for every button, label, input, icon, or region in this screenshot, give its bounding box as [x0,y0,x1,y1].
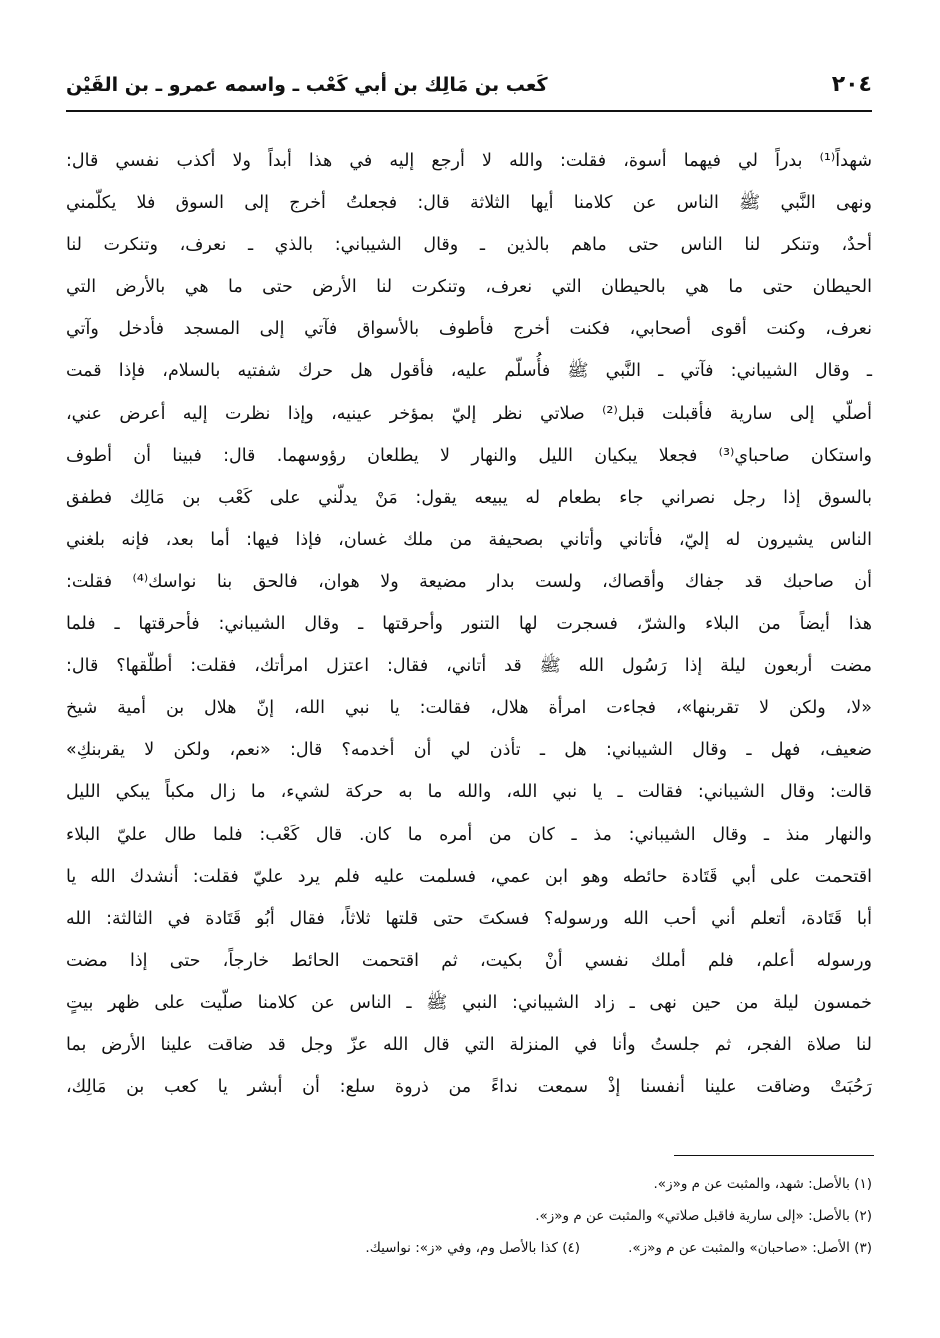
page-header [66,68,872,104]
text-line: أصلّي إلى سارية فأقبلت قبل⁽²⁾ صلاتي نظر إليّ بمؤخر عينيه، وإذا نظرت إليه أعرض عني، [66,403,872,424]
text-line: رَحُبَتْ وضاقت علينا أنفسنا إذْ سمعت نداءً من ذروة سلع: أن أبشر يا كعب بن مَالِك، [66,1077,872,1098]
text-line: واستكان صاحباي⁽³⁾ فجعلا يبكيان الليل والنهار لا يطلعان رؤوسهما. قال: فبينا أن أطوف [66,445,872,466]
text-line: الناس يشيرون له إليّ، فأتاني وأتاني بصحيفة من ملك غسان، فإذا فيها: أما بعد، فإنه بلغني [66,529,872,550]
text-line: هذا أيضاً من البلاء والشرّ، فسجرت لها التنور وأحرقتها ـ وقال الشيباني: فأحرقتها ـ فلما [66,614,872,635]
text-line: ـ وقال الشيباني: فآتي ـ النَّبي ﷺ فأُسلّم عليه، فأقول هل حرك شفتيه بالسلام، فإذا قمت [66,361,872,382]
text-line: خمسون ليلة من حين نهى ـ زاد الشيباني: النبي ﷺ ـ الناس عن كلامنا صلّيت على ظهر بيتٍ [66,992,872,1013]
text-line: والنهار منذ ـ وقال الشيباني: مذ ـ كان من أمره ما كان. قال كَعْب: فلما طال عليّ البلاء [66,824,872,845]
text-line: نعرف، وكنت أقوى أصحابي، فكنت أخرج فأطوف بالأسواق فآتي إلى المسجد فأدخل وآتي [66,319,872,340]
text-line: شهداً⁽¹⁾ بدراً لي فيهما أسوة، فقلت: والله لا أرجع إليه في هذا أبداً ولا أكذب نفسي قال: [66,151,872,171]
footnote-1: (١) بالأصل: شهد، والمثبت عن م و«ز». [653,1176,872,1192]
text-line: لنا صلاة الفجر، ثم جلستُ وأنا في المنزلة التي قال الله عزّ وجل قد ضاقت علينا الأرض بما [66,1034,872,1055]
footnote-4: (٤) كذا بالأصل وم، وفي «ز»: نواسيك. [365,1240,581,1256]
page-number: ٢٠٤ [831,72,872,97]
text-line: ونهى النَّبي ﷺ الناس عن كلامنا أيها الثلاثة قال: فجعلتُ أخرج إلى السوق فلا يكلّمني [66,193,872,214]
text-line: ضعيف، فهل ـ وقال الشيباني: هل ـ تأذن لي أن أخدمه؟ قال: «نعم، ولكن لا يقربنكِ» [66,740,872,761]
text-line: اقتحمت على أبي قَتَادة حائطه وهو ابن عمي، فسلمت عليه فلم يرد عليّ فقلت: أنشدك الله يا [66,866,872,887]
footnote-2: (٢) بالأصل: «إلى سارية فاقبل صلاتي» والمثبت عن م و«ز». [535,1208,872,1224]
text-line: أبا قَتَادة، أتعلم أني أحب الله ورسوله؟ فسكتَ حتى قلتها ثلاثاً، فقال أبُو قَتَادة في الثالثة: الله [66,908,872,929]
text-line: قالت: وقال الشيباني: فقالت ـ يا نبي الله، والله ما به حركة لشيء، ما زال مكباً يبكي الليل [66,782,872,803]
header-divider [66,110,872,112]
text-line: مضت أربعون ليلة إذا رَسُول الله ﷺ قد أتاني، فقال: اعتزل امرأتك، فقلت: أطلّقها؟ قال: [66,656,872,677]
text-line: بالسوق إذا رجل نصراني جاء بطعام له يبيعه يقول: مَنْ يدلّني على كَعْب بن مَالِك فطفق [66,487,872,508]
running-title: كَعب بن مَالِك بن أبي كَعْب ـ واسمه عمرو ـ بن القَيْن [66,74,548,96]
footnotes [66,1168,872,1264]
text-line: الحيطان حتى ما هي بالحيطان التي نعرف، وتنكرت لنا الأرض حتى ما هي بالأرض التي [66,277,872,298]
footnote-3: (٣) الأصل: «صاحبان» والمثبت عن م و«ز». [628,1240,872,1256]
text-line: ورسوله أعلم، فلم أملك نفسي أنْ بكيت، ثم اقتحمت الحائط خارجاً، حتى إذا مضت [66,950,872,971]
text-line: أن صاحبك قد جفاك وأقصاك، ولست بدار مضيعة ولا هوان، فالحق بنا نواسك⁽⁴⁾ فقلت: [66,571,872,592]
footnote-row [66,1232,872,1264]
text-line: «لا، ولكن لا تقربنها»، فجاءت امرأة هلال، فقالت: يا نبي الله، إنّ هلال بن أمية شيخ [66,698,872,719]
footnote-divider [674,1155,874,1156]
main-text [66,140,872,1108]
text-line: أحدٌ، وتنكر لنا الناس حتى ماهم بالذين ـ وقال الشيباني: بالذي ـ نعرف، وتنكرت لنا [66,235,872,256]
